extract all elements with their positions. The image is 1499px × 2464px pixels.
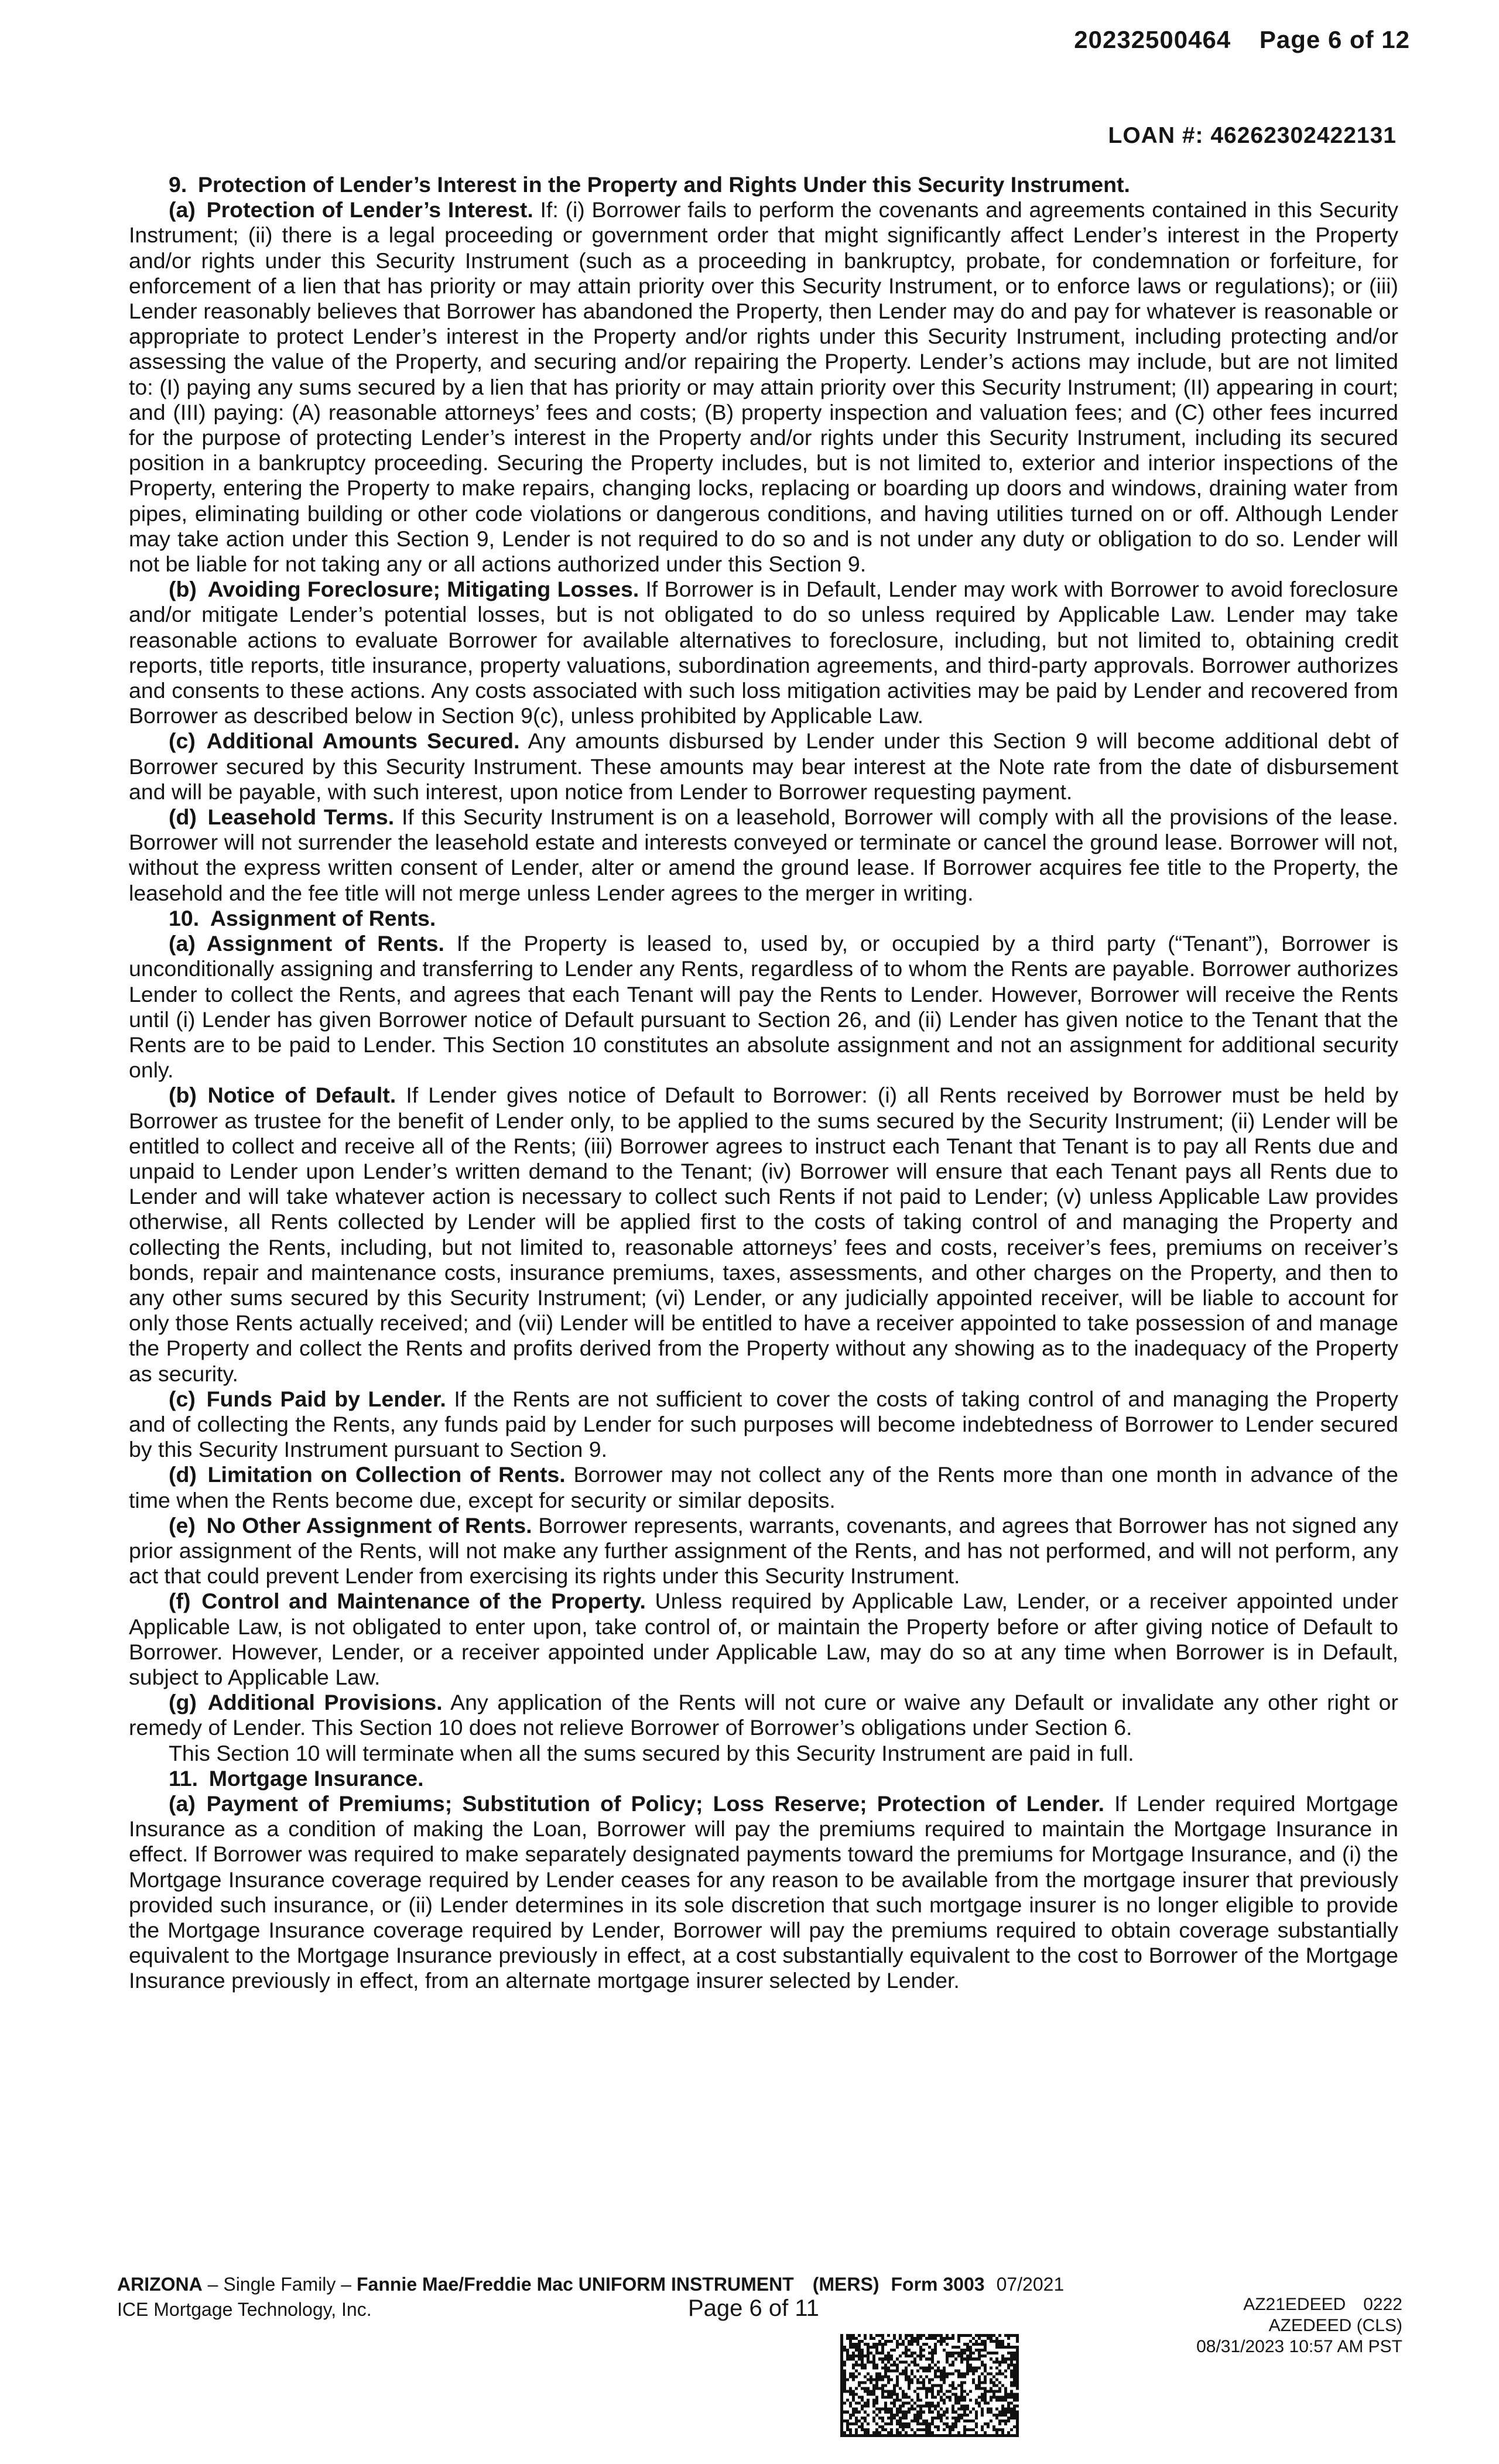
section-9d-text: If this Security Instrument is on a leasehold, Borrower will comply with all the provisions of the lease. Borrower will not surrender the leasehold estate and interests conveyed or terminate or cancel the ground lease. Borrower will not, without the express written consent of Lender, alter or amend the ground lease. If Borrower acquires fee title to the Property, the leasehold and the fee title will not merge unless Lender agrees to the merger in writing.: [129, 805, 1398, 905]
recording-number: 20232500464: [1074, 26, 1231, 53]
barcode-icon: [840, 2334, 1019, 2437]
section-10c: [129, 1387, 1398, 1463]
document-body: [129, 172, 1398, 1994]
section-9d-heading: (d) Leasehold Terms.: [169, 805, 395, 830]
section-10-title: 10. Assignment of Rents.: [169, 905, 436, 930]
footer-timestamp: 08/31/2023 10:57 AM PST: [1196, 2337, 1402, 2356]
footer-code-2: AZEDEED (CLS): [1268, 2316, 1402, 2335]
section-9d: [129, 805, 1398, 906]
section-10b-heading: (b) Notice of Default.: [169, 1083, 396, 1108]
section-11a-heading: (a) Payment of Premiums; Substitution of Policy; Loss Reserve; Protection of Lender.: [169, 1791, 1105, 1816]
footer-page-number: Page 6 of 11: [688, 2295, 819, 2321]
footer-code-1: AZ21EDEED 0222: [1243, 2295, 1402, 2314]
section-11-title: 11. Mortgage Insurance.: [169, 1765, 424, 1791]
section-10e-text: Borrower represents, warrants, covenants, and agrees that Borrower has not signed any prior assignment of the Rents, will not make any further assignment of the Rents, and has not performed, and will not perform, any act that could prevent Lender from exercising its rights under this Security Instrument.: [129, 1512, 1399, 1589]
section-10c-text: If the Rents are not sufficient to cover the costs of taking control of and managing the Property and of collecting the Rents, any funds paid by Lender for such purposes will become indebtedness of Borrower to Lender secured by this Security Instrument pursuant to Section 9.: [129, 1386, 1398, 1462]
footer-form-line: [117, 2272, 1064, 2297]
section-10d-heading: (d) Limitation on Collection of Rents.: [169, 1462, 566, 1487]
section-10e: [129, 1513, 1398, 1589]
section-10f-text: Unless required by Applicable Law, Lender, or a receiver appointed under Applicable Law, is not obligated to enter upon, take control of, or maintain the Property before or after giving notice of Default to Borrower. However, Lender, or a receiver appointed under Applicable Law, may do so at any time when Borrower is in Default, subject to Applicable Law.: [129, 1589, 1398, 1689]
section-10d-text: Borrower may not collect any of the Rents more than one month in advance of the time when the Rents become due, except for security or similar deposits.: [129, 1462, 1398, 1512]
footer-state: ARIZONA: [117, 2274, 203, 2295]
section-9b-heading: (b) Avoiding Foreclosure; Mitigating Losses.: [169, 577, 639, 602]
section-10-closing: This Section 10 will terminate when all the sums secured by this Security Instrument are paid in full.: [169, 1740, 1134, 1765]
section-9b: [129, 577, 1398, 728]
section-10c-heading: (c) Funds Paid by Lender.: [169, 1386, 446, 1411]
footer-form-revision: 07/2021: [996, 2274, 1065, 2295]
section-10d: [129, 1462, 1398, 1512]
page-label: Page 6 of 12: [1259, 26, 1410, 53]
section-11a-text: If Lender required Mortgage Insurance as a condition of making the Loan, Borrower will pay the premiums required to maintain the Mortgage Insurance in effect. If Borrower was required to make separately designated payments toward the premiums for Mortgage Insurance, and (i) the Mortgage Insurance coverage required by Lender ceases for any reason to be available from the mortgage insurer that previously provided such insurance, or (ii) Lender determines in its sole discretion that such mortgage insurer is no longer eligible to provide the Mortgage Insurance coverage required by Lender, Borrower will pay the premiums required to obtain coverage substantially equivalent to the Mortgage Insurance previously in effect, at a cost substantially equivalent to the cost to Borrower of the Mortgage Insurance previously in effect, from an alternate mortgage insurer selected by Lender.: [129, 1791, 1398, 1993]
footer-form-desc: Fannie Mae/Freddie Mac UNIFORM INSTRUMENT (MERS): [356, 2274, 879, 2295]
footer-form-number: Form 3003: [891, 2274, 985, 2295]
section-9a-heading: (a) Protection of Lender’s Interest.: [169, 197, 533, 223]
section-10g-heading: (g) Additional Provisions.: [169, 1690, 443, 1715]
section-10e-heading: (e) No Other Assignment of Rents.: [169, 1512, 532, 1538]
section-10g: [129, 1690, 1398, 1740]
recording-header: [1053, 26, 1410, 54]
footer-company: ICE Mortgage Technology, Inc.: [117, 2299, 372, 2320]
section-10a-heading: (a) Assignment of Rents.: [169, 931, 444, 956]
footer-form-info: [117, 2272, 1064, 2322]
section-10a-text: If the Property is leased to, used by, or occupied by a third party (“Tenant”), Borrower is unconditionally assigning and transferring to Lender any Rents, regardless of to whom the Rents are payable. Borrower authorizes Lender to collect the Rents, and agrees that each Tenant will pay the Rents to Lender. However, Borrower will receive the Rents until (i) Lender has given Borrower notice of Default pursuant to Section 26, and (ii) Lender has given notice to the Tenant that the Rents are to be paid to Lender. This Section 10 constitutes an absolute assignment and not an assignment for additional security only.: [129, 931, 1398, 1083]
section-9c: [129, 728, 1398, 805]
footer-form-desc-pre: – Single Family –: [202, 2274, 357, 2295]
section-10g-text: Any application of the Rents will not cure or waive any Default or invalidate any other right or remedy of Lender. This Section 10 does not relieve Borrower of Borrower’s obligations under Section 6.: [129, 1690, 1399, 1740]
section-10b: [129, 1083, 1398, 1386]
section-9b-text: If Borrower is in Default, Lender may work with Borrower to avoid foreclosure and/or mitigate Lender’s potential losses, but is not obligated to do so unless required by Applicable Law. Lender may take reasonable actions to evaluate Borrower for available alternatives to foreclosure, including, but not limited to, obtaining credit reports, title reports, title insurance, property valuations, subordination agreements, and third-party approvals. Borrower authorizes and consents to these actions. Any costs associated with such loss mitigation activities may be paid by Lender and recovered from Borrower as described below in Section 9(c), unless prohibited by Applicable Law.: [129, 577, 1399, 728]
section-10f: [129, 1589, 1398, 1690]
section-9-title: 9. Protection of Lender’s Interest in the Property and Rights Under this Security Instrument.: [169, 172, 1130, 197]
loan-number: LOAN #: 46262302422131: [1108, 123, 1397, 148]
section-11a: [129, 1791, 1398, 1994]
section-9a-text: If: (i) Borrower fails to perform the covenants and agreements contained in this Security Instrument; (ii) there is a legal proceeding or government order that might significantly affect Lender’s interest in the Property and/or rights under this Security Instrument (such as a proceeding in bankruptcy, probate, for condemnation or forfeiture, for enforcement of a lien that has priority or may attain priority over this Security Instrument, or to enforce laws or regulations); or (iii) Lender reasonably believes that Borrower has abandoned the Property, then Lender may do and pay for whatever is reasonable or appropriate to protect Lender’s interest in the Property and/or rights under this Security Instrument, including protecting and/or assessing the value of the Property, and securing and/or repairing the Property. Lender’s actions may include, but are not limited to: (I) paying any sums secured by a lien that has priority or may attain priority over this Security Instrument; (II) appearing in court; and (III) paying: (A) reasonable attorneys’ fees and costs; (B) property inspection and valuation fees; and (C) other fees incurred for the purpose of protecting Lender’s interest in the Property and/or rights under this Security Instrument, including its secured position in a bankruptcy proceeding. Securing the Property includes, but is not limited to, exterior and interior inspections of the Property, entering the Property to make repairs, changing locks, replacing or boarding up doors and windows, draining water from pipes, eliminating building or other code violations or dangerous conditions, and having utilities turned on or off. Although Lender may take action under this Section 9, Lender is not required to do so and is not under any duty or obligation to do so. Lender will not be liable for not taking any or all actions authorized under this Section 9.: [129, 197, 1399, 577]
section-9a: [129, 197, 1398, 577]
footer-codes: [1196, 2294, 1402, 2357]
section-9c-heading: (c) Additional Amounts Secured.: [169, 728, 520, 754]
section-9c-text: Any amounts disbursed by Lender under this Section 9 will become additional debt of Borrower secured by this Security Instrument. These amounts may bear interest at the Note rate from the date of disbursement and will be payable, with such interest, upon notice from Lender to Borrower requesting payment.: [129, 728, 1398, 804]
section-10b-text: If Lender gives notice of Default to Borrower: (i) all Rents received by Borrower must be held by Borrower as trustee for the benefit of Lender only, to be applied to the sums secured by the Security Instrument; (ii) Lender will be entitled to collect and receive all of the Rents; (iii) Borrower agrees to instruct each Tenant that Tenant is to pay all Rents due and unpaid to Lender upon Lender’s written demand to the Tenant; (iv) Borrower will ensure that each Tenant pays all Rents due to Lender and will take whatever action is necessary to collect such Rents if not paid to Lender; (v) unless Applicable Law provides otherwise, all Rents collected by Lender will be applied first to the costs of taking control of and managing the Property and collecting the Rents, including, but not limited to, reasonable attorneys’ fees and costs, receiver’s fees, premiums on receiver’s bonds, repair and maintenance costs, insurance premiums, taxes, assessments, and other charges on the Property, and then to any other sums secured by this Security Instrument; (vi) Lender, or any judicially appointed receiver, will be liable to account for only those Rents actually received; and (vii) Lender will be entitled to have a receiver appointed to take possession of and manage the Property and collect the Rents and profits derived from the Property without any showing as to the inadequacy of the Property as security.: [129, 1083, 1399, 1386]
section-10a: [129, 931, 1398, 1083]
section-10f-heading: (f) Control and Maintenance of the Property.: [169, 1589, 646, 1614]
